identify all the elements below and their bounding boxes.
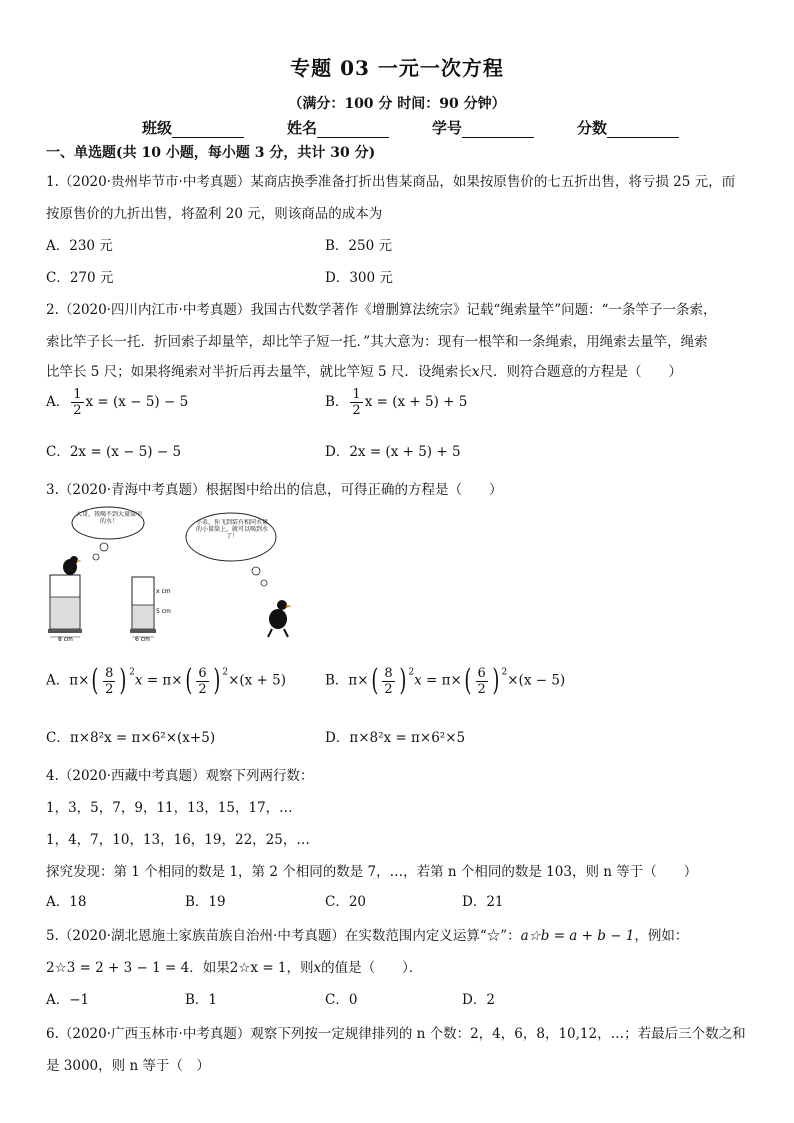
label-6cm: 6 cm [135,636,150,643]
q3-option-a: A．π×( $\frac{8}{2}$ ) $^2$x = π×( $\frac{6}{2}$ ) $^2$×(x + 5) [46,663,287,698]
q2-line2: 索比竿子长一托．折回索子却量竿，却比竿子短一托．”其大意为：现有一根竿和一条绳索，用绳索去量竿，绳索 [46,334,708,350]
q4-line2: 探究发现：第 1 个相同的数是 1，第 2 个相同的数是 7，…，若第 n 个相同的数是 103，则 n 等于（ ） [46,864,698,880]
q3-option-b: B．π×( $\frac{8}{2}$ ) $^2$x = π×( $\frac{6}{2}$ ) $^2$×(x − 5) [325,663,566,698]
id-field [432,117,534,138]
q2-variable: x [471,364,480,380]
section-heading: 一、单选题(共 10 小题，每小题 3 分，共计 30 分) [46,145,376,161]
half-fraction: $\frac{1}{2}$ [73,387,82,418]
q5-option-c: C．0 [325,992,358,1008]
small-cylinder-icon [130,577,156,637]
name-field [287,117,389,138]
q2-line1: 2.（2020·四川内江市·中考真题）我国古代数学著作《增删算法统宗》记载“绳索量竿”问题：“一条竿子一条索， [46,302,717,318]
q4-option-a: A．18 [46,894,87,910]
q4-option-d: D．21 [462,894,504,910]
q1-option-b: B．250 元 [325,238,392,254]
id-blank [462,122,534,138]
class-blank [172,122,244,138]
q4-row1: 1，3，5，7，9，11，13，15，17，… [46,800,293,816]
q5-option-a: A．−1 [46,992,90,1008]
q6-line2: 是 3000，则 n 等于（ ） [46,1058,210,1074]
q3-line1: 3.（2020·青海中考真题）根据图中给出的信息，可得正确的方程是（ ） [46,482,503,498]
bubble-left-text: 大哥，我喝不到大量筒中的水！ [76,511,142,525]
q5-line1: 5.（2020·湖北恩施土家族苗族自治州·中考真题）在实数范围内定义运算“☆”：a☆b = a + b − 1，例如： [46,928,689,944]
q4-line1: 4.（2020·西藏中考真题）观察下列两行数： [46,768,314,784]
q4-row2: 1，4，7，10，13，16，19，22，25，… [46,832,310,848]
q2-option-c: C．2x = (x − 5) − 5 [46,444,182,460]
q2-line3-start: 比竿长 5 尺；如果将绳索对半折后再去量竿，就比竿短 5 尺．设绳索长 [46,364,472,380]
q3-figure [46,505,336,645]
label-8cm: 8 cm [58,636,73,643]
q2-line3-end: 尺．则符合题意的方程是（ ） [479,364,682,380]
large-cylinder-icon [48,575,82,637]
name-blank [317,122,389,138]
page-title: 专题 03 一元一次方程 [290,56,504,80]
q6-line1: 6.（2020·广西玉林市·中考真题）观察下列按一定规律排列的 n 个数：2，4，6，8，10,12，…；若最后三个数之和 [46,1026,746,1042]
label-xcm: x cm [156,588,171,595]
q1-option-a: A．230 元 [46,238,113,254]
q5-definition: a☆b = a + b − 1 [520,928,635,944]
q2-option-d: D．2x = (x + 5) + 5 [325,444,461,460]
q2-line3 [46,360,682,380]
q1-line1: 1.（2020·贵州毕节市·中考真题）某商店换季准备打折出售某商品，如果按原售价的七五折出售，将亏损 25 元，而 [46,174,736,190]
q5-line2: 2☆3 = 2 + 3 − 1 = 4．如果2☆x = 1，则x的值是（ ）． [46,960,423,976]
q4-option-c: C．20 [325,894,367,910]
class-label: 班级 [142,119,173,137]
q1-line2: 按原售价的九折出售，将盈利 20 元，则该商品的成本为 [46,206,383,222]
label-5cm: 5 cm [156,608,171,615]
bubble-right-text: 小弟，你飞到装有相同水量的小量筒上，就可以喝到水了！ [195,519,268,540]
q4-option-b: B．19 [185,894,226,910]
q3-option-c: C．π×8²x = π×6²×(x+5) [46,730,216,746]
q1-option-c: C．270 元 [46,270,114,286]
speech-bubble-right [186,513,276,586]
q3-option-d: D．π×8²x = π×6²×5 [325,730,466,746]
score-label: 分数 [577,119,608,137]
q2-option-b: B． $\frac{1}{2}$ x = (x + 5) + 5 [325,387,468,418]
id-label: 学号 [432,119,463,137]
q5-option-b: B．1 [185,992,218,1008]
crow-icon [63,556,82,575]
score-blank [607,122,679,138]
score-field [577,117,679,138]
speech-bubble-left [72,507,144,560]
q1-option-d: D．300 元 [325,270,393,286]
class-field [142,117,244,138]
q5-option-d: D．2 [462,992,495,1008]
q2-option-a: A． $\frac{1}{2}$ x = (x − 5) − 5 [46,387,189,418]
half-fraction: $\frac{1}{2}$ [352,387,361,418]
page-subtitle: （满分：100 分 时间：90 分钟） [288,96,506,112]
name-label: 姓名 [287,119,318,137]
crow-icon [268,600,292,637]
